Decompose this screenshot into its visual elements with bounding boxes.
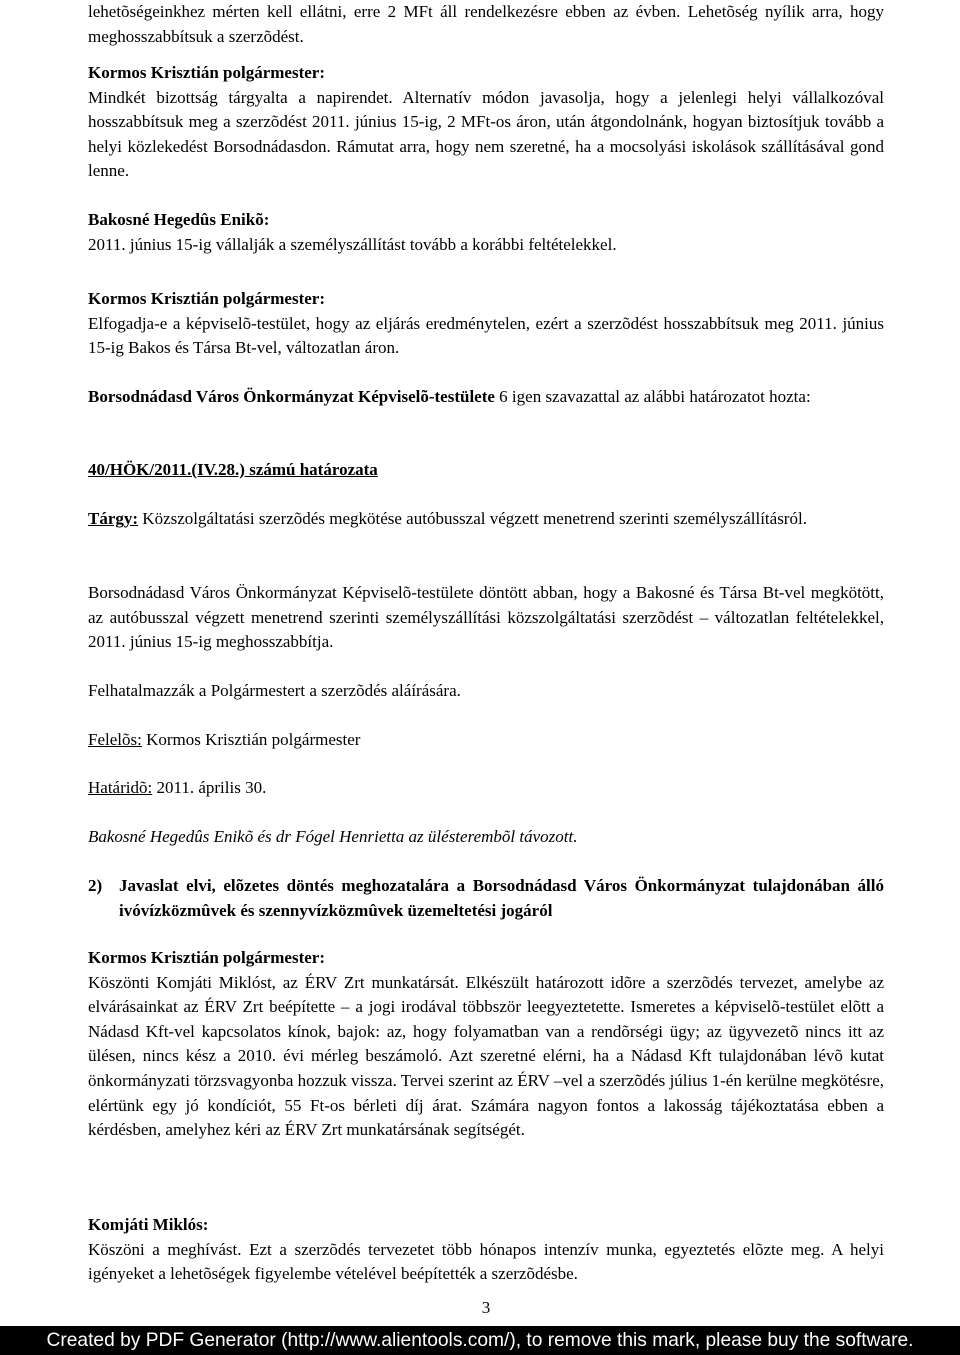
deadline-line [88,776,884,801]
speaker-name: Kormos Krisztián polgármester: [88,63,325,82]
responsible-text: Kormos Krisztián polgármester [141,730,361,749]
agenda-item-title: Javaslat elvi, elõzetes döntés meghozatalára a Borsodnádasd Város Önkormányzat tulajdonában álló ivóvízközmûvek és szennyvízközmûvek üzemeltetési jogáról [119,876,884,920]
speaker-block-3 [88,287,884,361]
departure-note: Bakosné Hegedûs Enikõ és dr Fógel Henrietta az ülésterembõl távozott. [88,827,578,846]
deadline-label: Határidõ: [88,778,153,797]
speaker-block-5 [88,1213,884,1287]
council-name: Borsodnádasd Város Önkormányzat Képviselõ-testülete [88,387,495,406]
speaker-text: Köszönti Komjáti Miklóst, az ÉRV Zrt munkatársát. Elkészült határozott idõre a szerzõdés tervezet, amelybe az elvárásainkat az ÉRV Zrt beépítette – a jogi irodával többször leegyeztetette. Ismeretes a képviselõ-testület elõtt a Nádasd Kft-vel kapcsolatos kínok, bajok: az, hogy folyamatban van a rendõrségi ügy; az ügyvezetõ nincs itt az ülésen, nincs kész a 2010. évi mérleg beszámoló. Azt szeretné elérni, ha a Nádasd Kft tulajdonában lévõ kutat önkormányzati törzsvagyonba hozzuk vissza. Tervei szerint az ÉRV –vel a szerzõdés július 1-én kerülne megkötésre, elértünk egy jó kondíciót, 55 Ft-os bérleti díj árat. Számára nagyon fontos a lakosság tájékoztatása ebben a kérdésben, amelyhez kéri az ÉRV Zrt munkatársának segítségét. [88,972,884,1140]
speaker-name: Bakosné Hegedûs Enikõ: [88,210,270,229]
page-number: 3 [481,1298,491,1317]
speaker-name: Kormos Krisztián polgármester: [88,948,325,967]
pdf-generator-watermark: Created by PDF Generator (http://www.alientools.com/), to remove this mark, please buy the software. [0,1326,960,1355]
responsible-label: Felelõs: [88,730,142,749]
resolution-number: 40/HÖK/2011.(IV.28.) számú határozata [88,460,378,479]
speaker-block-4 [88,946,884,1143]
subject-paragraph [88,507,884,532]
vote-statement [88,385,884,410]
deadline-text: 2011. április 30. [152,778,267,797]
speaker-text: Köszöni a meghívást. Ezt a szerzõdés tervezetet több hónapos intenzív munka, egyeztetés elõzte meg. A helyi igényeket a lehetõségek figyelembe vételével beépítették a szerzõdésbe. [88,1239,884,1284]
vote-text: 6 igen szavazattal az alábbi határozatot hozta: [494,387,811,406]
subject-text: Közszolgáltatási szerzõdés megkötése autóbusszal végzett menetrend szerinti személyszállításról. [138,509,807,528]
speaker-name: Kormos Krisztián polgármester: [88,289,325,308]
speaker-block-1 [88,61,884,184]
authorization-paragraph: Felhatalmazzák a Polgármestert a szerzõdés aláírására. [88,681,461,700]
speaker-name: Komjáti Miklós: [88,1215,209,1234]
agenda-item-2 [88,874,884,923]
speaker-text: Elfogadja-e a képviselõ-testület, hogy az eljárás eredménytelen, ezért a szerzõdést hosszabbítsuk meg 2011. június 15-ig Bakos és Társa Bt-vel, változatlan áron. [88,313,884,358]
speaker-text: 2011. június 15-ig vállalják a személyszállítást tovább a korábbi feltételekkel. [88,234,617,254]
intro-paragraph: lehetõségeinkhez mérten kell ellátni, erre 2 MFt áll rendelkezésre ebben az évben. Lehetõség nyílik arra, hogy meghosszabbítsuk a szerzõdést. [88,2,884,46]
decision-paragraph: Borsodnádasd Város Önkormányzat Képviselõ-testülete döntött abban, hogy a Bakosné és Társa Bt-vel megkötött, az autóbusszal végzett menetrend szerinti személyszállítási közszolgáltatási szerzõdést – változatlan feltételekkel, 2011. június 15-ig meghosszabbítja. [88,583,884,652]
responsible-line [88,728,884,753]
speaker-block-2 [88,208,884,257]
speaker-text: Mindkét bizottság tárgyalta a napirendet. Alternatív módon javasolja, hogy a jelenlegi helyi vállalkozóval hosszabbítsuk meg a szerzõdést 2011. június 15-ig, 2 MFt-os áron, után átgondolnánk, hogyan biztosítjuk tovább a helyi közlekedést Borsodnádasdon. Rámutat arra, hogy nem szeretné, ha a mocsolyási iskolások szállításával gond lenne. [88,87,884,181]
subject-label: Tárgy: [88,509,139,528]
agenda-item-number: 2) [88,876,103,895]
